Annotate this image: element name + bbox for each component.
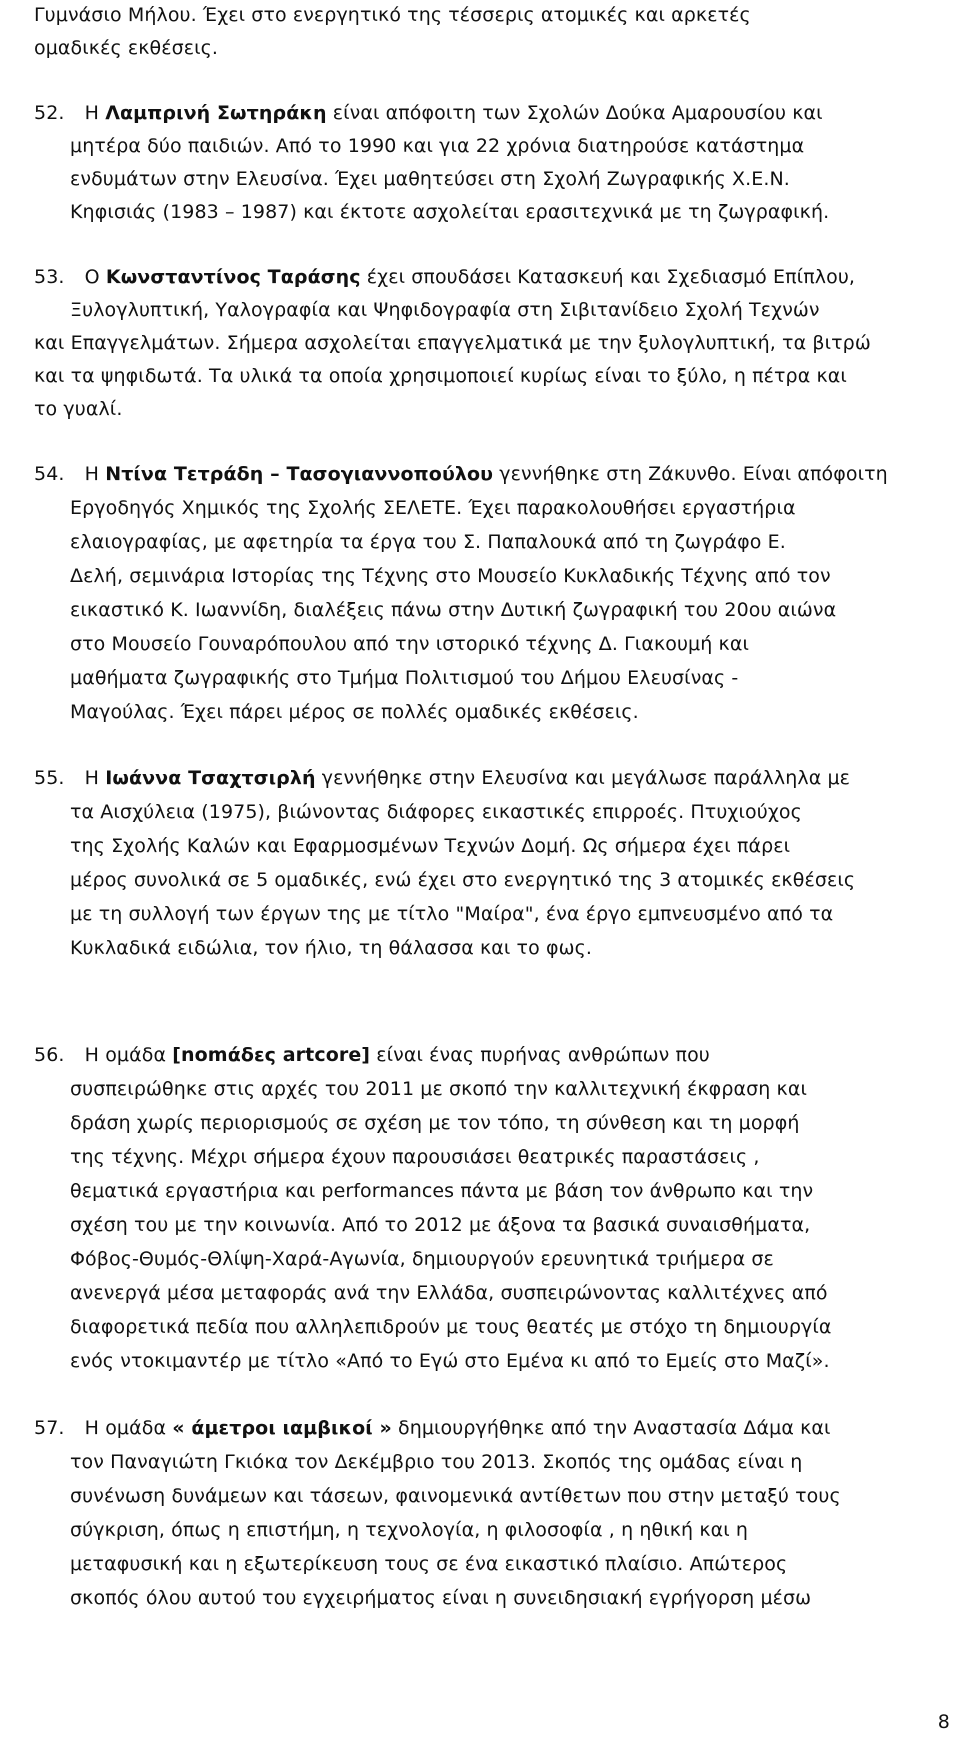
text-line: μεταφυσική και η εξωτερίκευση τους σε ένα εικαστικό πλαίσιο. Απώτερος xyxy=(70,1553,788,1575)
text-line: Φόβος-Θυμός-Θλίψη-Χαρά-Αγωνία, δημιουργούν ερευνητικά τριήμερα σε xyxy=(70,1248,774,1270)
text-line: ενδυμάτων στην Ελευσίνα. Έχει μαθητεύσει στη Σχολή Ζωγραφικής Χ.Ε.Ν. xyxy=(70,168,790,190)
entry-group-name: « άμετροι ιαμβικοί » xyxy=(172,1417,392,1439)
entry-post: είναι ένας πυρήνας ανθρώπων που xyxy=(370,1044,710,1066)
entry-post: είναι απόφοιτη των Σχολών Δούκα Αμαρουσίου και xyxy=(326,102,823,124)
entry-56-first-line xyxy=(34,1040,710,1070)
entry-post: έχει σπουδάσει Κατασκευή και Σχεδιασμό Επίπλου, xyxy=(360,266,856,288)
text-line: συσπειρώθηκε στις αρχές του 2011 με σκοπό την καλλιτεχνική έκφραση και xyxy=(70,1078,807,1100)
text-line: δράση χωρίς περιορισμούς σε σχέση με τον τόπο, τη σύνθεση και τη μορφή xyxy=(70,1112,800,1134)
page-number: 8 xyxy=(937,1711,950,1733)
text-line: και Επαγγελμάτων. Σήμερα ασχολείται επαγγελματικά με την ξυλογλυπτική, τα βιτρώ xyxy=(34,332,871,354)
entry-pre: Η ομάδα xyxy=(84,1044,173,1066)
text-line: με τη συλλογή των έργων της με τίτλο "Μαίρα", ένα έργο εμπνευσμένο από τα xyxy=(70,903,834,925)
entry-group-name: [nomάδες artcore] xyxy=(172,1044,371,1066)
entry-number: 56. xyxy=(34,1044,65,1066)
text-line: το γυαλί. xyxy=(34,398,123,420)
text-line: μαθήματα ζωγραφικής στο Τμήμα Πολιτισμού του Δήμου Ελευσίνας - xyxy=(70,667,739,689)
entry-person-name: Ντίνα Τετράδη – Τασογιαννοπούλου xyxy=(105,463,494,485)
text-line: Ξυλογλυπτική, Υαλογραφία και Ψηφιδογραφία στη Σιβιτανίδειο Σχολή Τεχνών xyxy=(70,299,820,321)
entry-number: 57. xyxy=(34,1417,65,1439)
entry-person-name: Κωνσταντίνος Ταράσης xyxy=(105,266,361,288)
entry-pre: Η xyxy=(84,767,106,789)
text-line: τα Αισχύλεια (1975), βιώνοντας διάφορες εικαστικές επιρροές. Πτυχιούχος xyxy=(70,801,802,823)
text-line: της Σχολής Καλών και Εφαρμοσμένων Τεχνών Δομή. Ως σήμερα έχει πάρει xyxy=(70,835,791,857)
text-line: εικαστικό Κ. Ιωαννίδη, διαλέξεις πάνω στην Δυτική ζωγραφική του 20ου αιώνα xyxy=(70,599,837,621)
entry-number: 54. xyxy=(34,463,65,485)
text-line: της τέχνης. Μέχρι σήμερα έχουν παρουσιάσει θεατρικές παραστάσεις , xyxy=(70,1146,760,1168)
text-line: ανενεργά μέσα μεταφοράς ανά την Ελλάδα, συσπειρώνοντας καλλιτέχνες από xyxy=(70,1282,828,1304)
entry-post: δημιουργήθηκε από την Αναστασία Δάμα και xyxy=(391,1417,831,1439)
text-line: διαφορετικά πεδία που αλληλεπιδρούν με τους θεατές με στόχο τη δημιουργία xyxy=(70,1316,832,1338)
text-line: σύγκριση, όπως η επιστήμη, η τεχνολογία, η φιλοσοφία , η ηθική και η xyxy=(70,1519,749,1541)
entry-person-name: Λαμπρινή Σωτηράκη xyxy=(105,102,327,124)
entry-pre: Η xyxy=(84,463,106,485)
text-line: σχέση του με την κοινωνία. Από το 2012 με άξονα τα βασικά συναισθήματα, xyxy=(70,1214,811,1236)
entry-52-first-line xyxy=(34,98,823,128)
text-line: Εργοδηγός Χημικός της Σχολής ΣΕΛΕΤΕ. Έχει παρακολουθήσει εργαστήρια xyxy=(70,497,796,519)
text-line: θεματικά εργαστήρια και performances πάντα με βάση τον άνθρωπο και την xyxy=(70,1180,814,1202)
text-line: τον Παναγιώτη Γκιόκα τον Δεκέμβριο του 2013. Σκοπός της ομάδας είναι η xyxy=(70,1451,803,1473)
entry-55-first-line xyxy=(34,763,850,793)
text-line: συνένωση δυνάμεων και τάσεων, φαινομενικά αντίθετων που στην μεταξύ τους xyxy=(70,1485,841,1507)
entry-pre: Η ομάδα xyxy=(84,1417,173,1439)
text-line: Κυκλαδικά ειδώλια, τον ήλιο, τη θάλασσα και το φως. xyxy=(70,937,592,959)
text-line: και τα ψηφιδωτά. Τα υλικά τα οποία χρησιμοποιεί κυρίως είναι το ξύλο, η πέτρα και xyxy=(34,365,847,387)
entry-pre: Ο xyxy=(84,266,106,288)
entry-57-first-line xyxy=(34,1413,831,1443)
text-line: ομαδικές εκθέσεις. xyxy=(34,37,219,59)
text-line: Μαγούλας. Έχει πάρει μέρος σε πολλές ομαδικές εκθέσεις. xyxy=(70,701,639,723)
entry-person-name: Ιωάννα Τσαχτσιρλή xyxy=(105,767,316,789)
entry-54-first-line xyxy=(34,459,888,489)
entry-number: 55. xyxy=(34,767,65,789)
text-line: ενός ντοκιμαντέρ με τίτλο «Από το Εγώ στο Εμένα κι από το Εμείς στο Μαζί». xyxy=(70,1350,830,1372)
entry-pre: Η xyxy=(84,102,106,124)
text-line: στο Μουσείο Γουναρόπουλου από την ιστορικό τέχνης Δ. Γιακουμή και xyxy=(70,633,749,655)
entry-number: 53. xyxy=(34,266,65,288)
text-line: μέρος συνολικά σε 5 ομαδικές, ενώ έχει στο ενεργητικό της 3 ατομικές εκθέσεις xyxy=(70,869,856,891)
text-line: Δελή, σεμινάρια Ιστορίας της Τέχνης στο Μουσείο Κυκλαδικής Τέχνης από τον xyxy=(70,565,831,587)
text-line: Γυμνάσιο Μήλου. Έχει στο ενεργητικό της τέσσερις ατομικές και αρκετές xyxy=(34,4,751,26)
entry-post: γεννήθηκε στη Ζάκυνθο. Είναι απόφοιτη xyxy=(493,463,888,485)
text-line: σκοπός όλου αυτού του εγχειρήματος είναι η συνειδησιακή εγρήγορση μέσω xyxy=(70,1587,812,1609)
text-line: ελαιογραφίας, με αφετηρία τα έργα του Σ. Παπαλουκά από τη ζωγράφο Ε. xyxy=(70,531,786,553)
entry-53-first-line xyxy=(34,262,855,292)
text-line: μητέρα δύο παιδιών. Από το 1990 και για 22 χρόνια διατηρούσε κατάστημα xyxy=(70,135,805,157)
text-line: Κηφισιάς (1983 – 1987) και έκτοτε ασχολείται ερασιτεχνικά με τη ζωγραφική. xyxy=(70,201,830,223)
entry-post: γεννήθηκε στην Ελευσίνα και μεγάλωσε παράλληλα με xyxy=(315,767,851,789)
entry-number: 52. xyxy=(34,102,65,124)
